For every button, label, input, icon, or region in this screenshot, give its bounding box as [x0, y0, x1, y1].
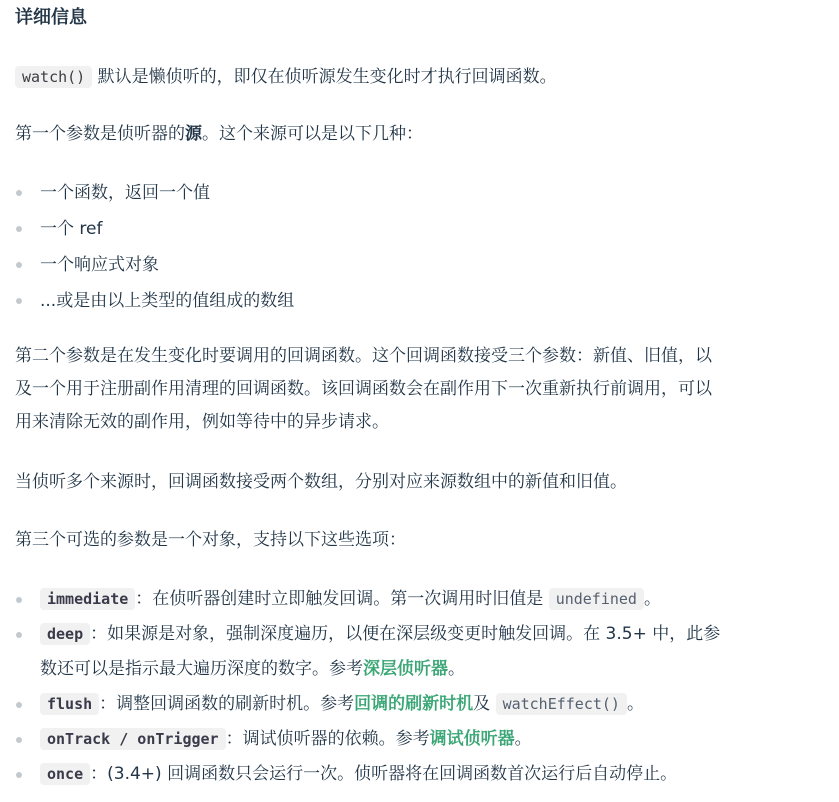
watch-code: watch() — [15, 66, 92, 88]
source-list — [0, 175, 294, 319]
flush-text: ：调整回调函数的刷新时机。参考 — [99, 694, 355, 714]
bullet-icon — [16, 632, 22, 638]
bullet-icon — [16, 226, 22, 232]
deep-code: deep — [40, 623, 90, 645]
immediate-code: immediate — [40, 588, 135, 610]
list-item — [0, 283, 294, 319]
callback-line-1: 第二个参数是在发生变化时要调用的回调函数。这个回调函数接受三个参数：新值、旧值，以 — [15, 346, 712, 366]
list-item — [0, 247, 294, 283]
undefined-code: undefined — [549, 588, 644, 610]
list-item — [0, 175, 294, 211]
ontrack-text: ：调试侦听器的依赖。参考 — [225, 729, 430, 749]
bullet-icon — [16, 737, 22, 743]
once-text: ：(3.4+) 回调函数只会运行一次。侦听器将在回调函数首次运行后自动停止。 — [90, 764, 678, 784]
intro-text: 默认是懒侦听的，即仅在侦听源发生变化时才执行回调函数。 — [92, 67, 557, 87]
option-immediate — [0, 582, 720, 617]
flush-text-mid: 及 — [473, 694, 496, 714]
list-item-text: 一个函数，返回一个值 — [40, 183, 210, 203]
option-once — [0, 757, 720, 792]
callback-line-3: 用来清除无效的副作用，例如等待中的异步请求。 — [15, 412, 389, 432]
source-bold: 源 — [185, 124, 202, 144]
list-item-text: 一个 ref — [40, 219, 103, 239]
deep-text-end: 。 — [448, 659, 465, 679]
bullet-icon — [16, 190, 22, 196]
bullet-icon — [16, 772, 22, 778]
ontrack-code: onTrack / onTrigger — [40, 728, 226, 750]
callback-line-2: 及一个用于注册副作用清理的回调函数。该回调函数会在副作用下一次重新执行前调用，可以 — [15, 379, 712, 399]
option-ontrack — [0, 722, 720, 757]
deep-text: ：如果源是对象，强制深度遍历，以便在深层级变更时触发回调。在 3.5+ 中，此参 — [90, 624, 721, 644]
option-deep — [0, 617, 720, 687]
list-item-text: 一个响应式对象 — [40, 255, 159, 275]
bullet-icon — [16, 298, 22, 304]
source-para-text: 第一个参数是侦听器的 — [15, 124, 185, 144]
source-paragraph — [15, 118, 423, 151]
list-item-text: ...或是由以上类型的值组成的数组 — [40, 291, 295, 311]
options-paragraph: 第三个可选的参数是一个对象，支持以下这些选项： — [15, 530, 406, 550]
deep-text-line-2: 数还可以是指示最大遍历深度的数字。参考 — [40, 659, 363, 679]
bullet-icon — [16, 702, 22, 708]
source-para-text-end: 。这个来源可以是以下几种： — [202, 124, 423, 144]
callback-paragraph — [15, 340, 712, 439]
options-list — [0, 582, 720, 792]
section-heading: 详细信息 — [15, 7, 87, 28]
bullet-icon — [16, 597, 22, 603]
bullet-icon — [16, 262, 22, 268]
immediate-text: ：在侦听器创建时立即触发回调。第一次调用时旧值是 — [135, 589, 549, 609]
intro-paragraph — [15, 61, 557, 94]
list-item — [0, 211, 294, 247]
flush-timing-link[interactable]: 回调的刷新时机 — [354, 694, 474, 714]
option-flush — [0, 687, 720, 722]
ontrack-text-end: 。 — [514, 729, 532, 749]
immediate-text-end: 。 — [643, 589, 661, 609]
deep-watchers-link[interactable]: 深层侦听器 — [363, 659, 448, 679]
flush-code: flush — [40, 693, 99, 715]
once-code: once — [40, 763, 90, 785]
watcheffect-code: watchEffect() — [496, 693, 627, 715]
debug-watchers-link[interactable]: 调试侦听器 — [429, 729, 515, 749]
flush-text-end: 。 — [626, 694, 644, 714]
multi-source-paragraph: 当侦听多个来源时，回调函数接受两个数组，分别对应来源数组中的新值和旧值。 — [15, 472, 627, 492]
